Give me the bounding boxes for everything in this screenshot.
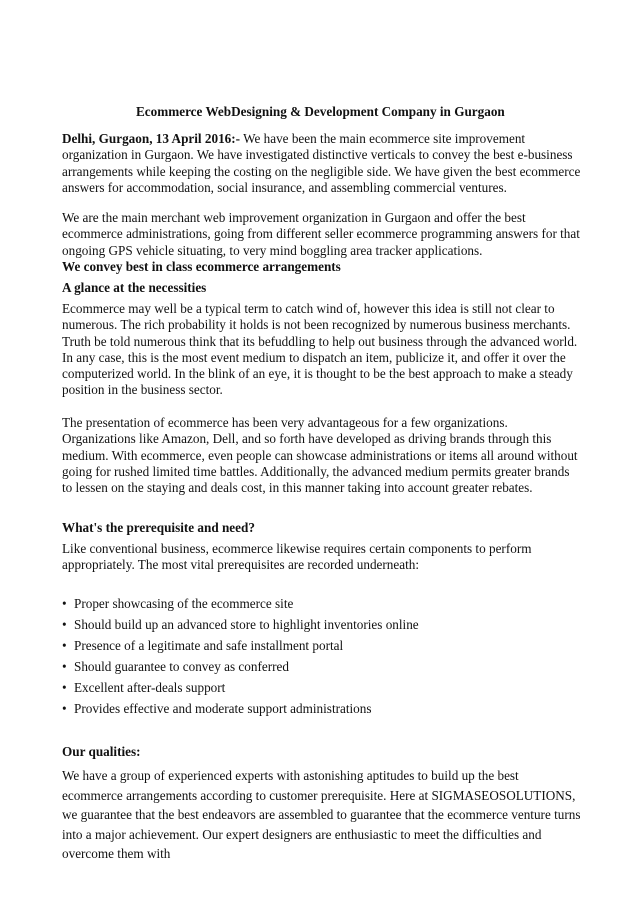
list-item: • Proper showcasing of the ecommerce site xyxy=(62,596,294,611)
bullet-icon: • xyxy=(62,638,67,653)
intro-paragraph xyxy=(62,131,582,196)
list-item: • Presence of a legitimate and safe installment portal xyxy=(62,638,344,653)
bullet-icon: • xyxy=(62,701,67,716)
paragraph-presentation xyxy=(62,415,582,496)
intro-text: We have been the main ecommerce site improvement organization in Gurgaon. We have investigated distinctive verticals to convey the best e-business arrangements while keeping the costing on the negligible side. We have given the best ecommerce answers for accommodation, social insurance, and assembling commercial ventures. xyxy=(62,131,581,195)
requirements-list xyxy=(62,596,419,722)
paragraph-conventional-text: Like conventional business, ecommerce likewise requires certain components to perform appropriately. The most vital prerequisites are recorded underneath: xyxy=(62,541,532,573)
document-title: Ecommerce WebDesigning & Development Company in Gurgaon xyxy=(136,104,505,119)
heading-best-in-class: We convey best in class ecommerce arrangements xyxy=(62,259,341,274)
bullet-icon: • xyxy=(62,617,67,632)
heading-qualities: Our qualities: xyxy=(62,744,141,759)
list-item: • Should guarantee to convey as conferred xyxy=(62,659,289,674)
paragraph-conventional xyxy=(62,541,582,574)
bullet-icon: • xyxy=(62,680,67,695)
paragraph-merchant xyxy=(62,210,582,259)
heading-glance: A glance at the necessities xyxy=(62,280,207,295)
dateline: Delhi, Gurgaon, 13 April 2016:- xyxy=(62,131,241,146)
paragraph-qualities-text: We have a group of experienced experts with astonishing aptitudes to build up the best ecommerce arrangements according to customer prerequisite. Here at SIGMASEOSOLUTIONS, we guarantee that the best endeavors are assembled to guarantee that the ecommerce venture turns into a major achievement. Our expert designers are enthusiastic to meet the difficulties and overcome them with xyxy=(62,768,581,861)
list-item: • Should build up an advanced store to highlight inventories online xyxy=(62,617,419,632)
list-item: • Excellent after-deals support xyxy=(62,680,226,695)
list-item: • Provides effective and moderate support administrations xyxy=(62,701,372,716)
paragraph-qualities xyxy=(62,766,582,864)
bullet-icon: • xyxy=(62,596,67,611)
heading-prerequisite: What's the prerequisite and need? xyxy=(62,520,255,535)
paragraph-presentation-text: The presentation of ecommerce has been very advantageous for a few organizations. Organizations like Amazon, Dell, and so forth have developed as driving brands through this medium. With ecommerce, even people can showcase administrations or items all around without going for rushed limited time battles. Additionally, the advanced medium permits greater brands to lessen on the staying and deals cost, in this manner taking into account greater rebates. xyxy=(62,415,578,496)
bullet-icon: • xyxy=(62,659,67,674)
paragraph-ecommerce-term-text: Ecommerce may well be a typical term to catch wind of, however this idea is still not clear to numerous. The rich probability it holds is not been recognized by numerous business merchants. Truth be told numerous think that its befuddling to help out business through the advanced world. In any case, this is the most event medium to dispatch an item, publicize it, and offer it over the computerized world. In the blink of an eye, it is thought to be the best approach to make a steady position in the business sector. xyxy=(62,301,578,398)
paragraph-merchant-text: We are the main merchant web improvement organization in Gurgaon and offer the best ecommerce administrations, going from different seller ecommerce programming answers for that ongoing GPS vehicle situating, to very mind boggling area tracker applications. xyxy=(62,210,580,258)
paragraph-ecommerce-term xyxy=(62,301,582,399)
